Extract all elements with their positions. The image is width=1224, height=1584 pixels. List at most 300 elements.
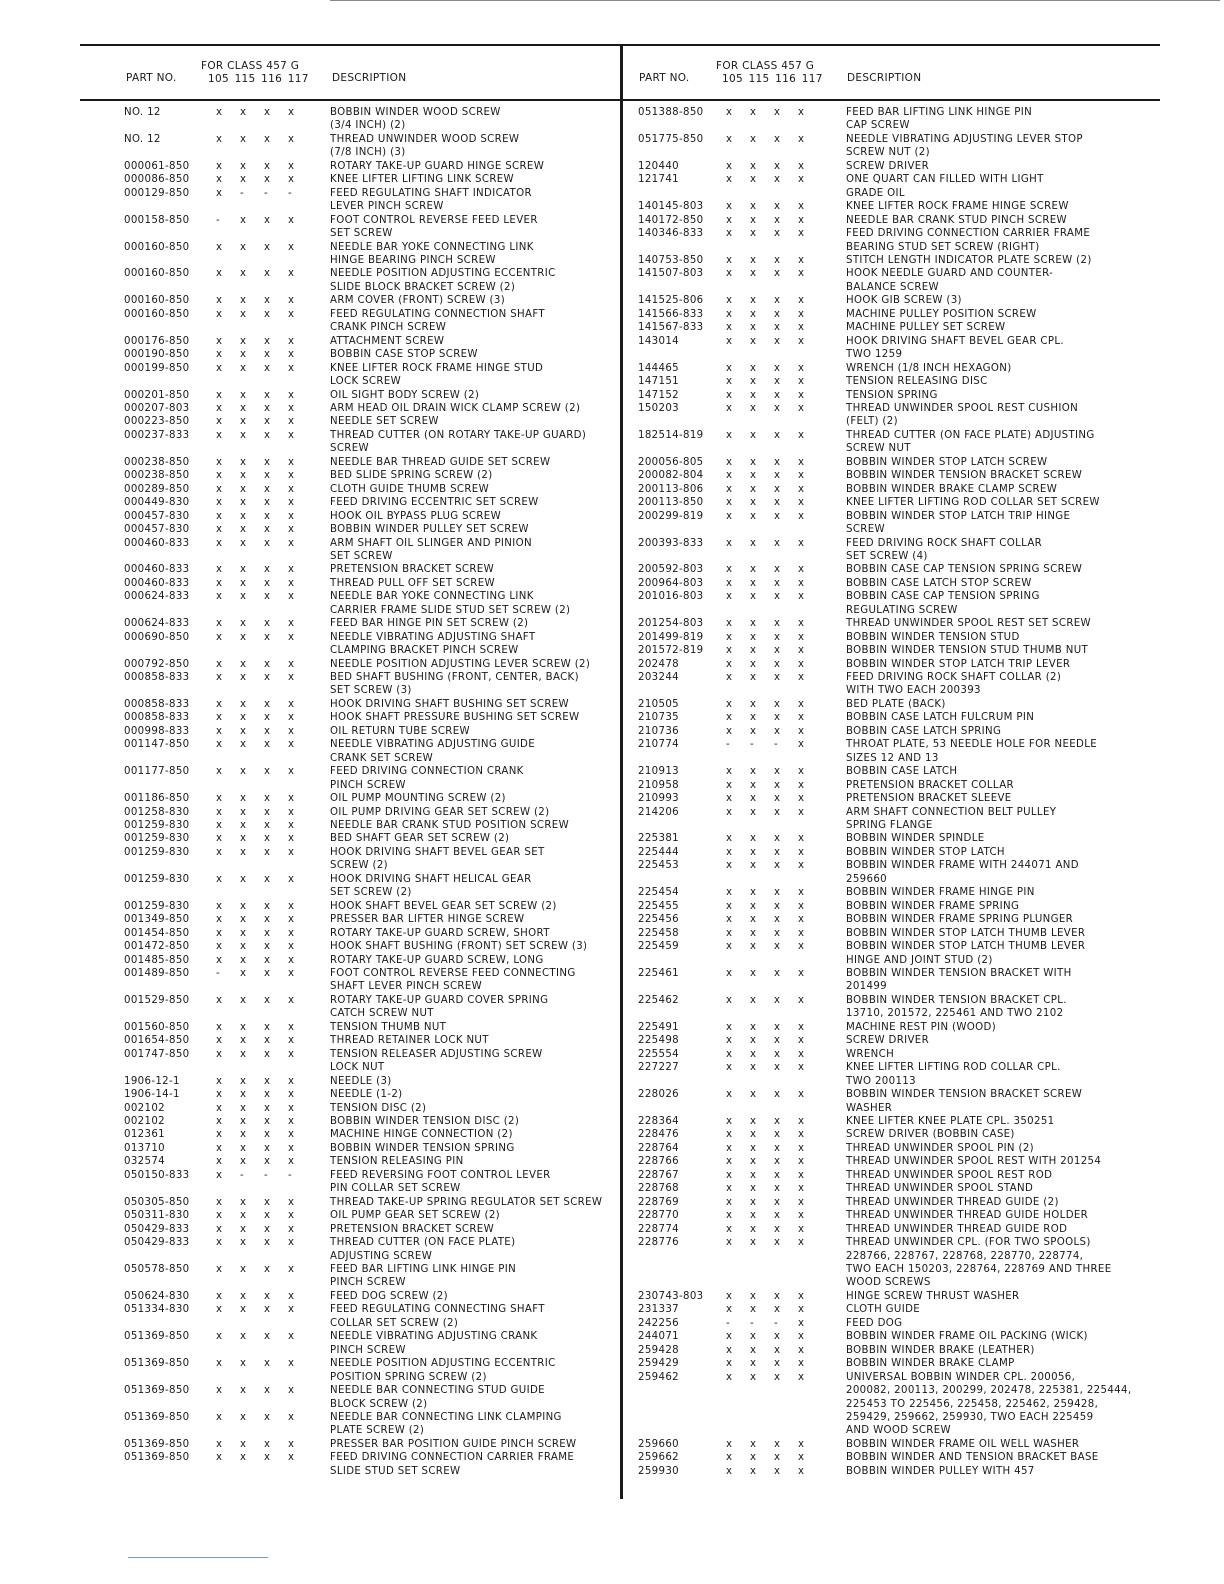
class-mark: [288, 1424, 312, 1437]
class-mark: x: [726, 1465, 733, 1477]
class-mark: [750, 1424, 774, 1437]
part-row: [80, 1088, 618, 1101]
part-row: [628, 1021, 1160, 1034]
part-number: [80, 321, 210, 334]
part-number: [628, 281, 706, 294]
part-description: MACHINE PULLEY SET SCREW: [846, 322, 1006, 334]
part-number: 000457-830: [124, 510, 190, 522]
class-marks: [706, 1398, 846, 1411]
class-mark: x: [798, 389, 805, 401]
part-description: LOCK NUT: [330, 1062, 385, 1074]
class-mark: [288, 644, 312, 657]
class-mark: x: [750, 1062, 757, 1074]
part-description: BOBBIN WINDER FRAME SPRING PLUNGER: [846, 914, 1074, 926]
part-description: TENSION RELEASING DISC: [846, 376, 988, 388]
part-description: BOBBIN WINDER TENSION STUD: [846, 631, 1020, 643]
class-mark: [288, 1182, 312, 1195]
part-number: 051369-850: [124, 1452, 190, 1464]
class-mark: x: [264, 833, 271, 845]
part-row: [628, 631, 1160, 644]
class-mark: x: [216, 1115, 223, 1127]
class-marks: [706, 1182, 846, 1195]
class-mark: x: [240, 766, 247, 778]
class-marks: [706, 429, 846, 442]
class-mark: x: [264, 577, 271, 589]
part-number: 000237-833: [124, 429, 190, 441]
class-mark: [774, 119, 798, 132]
part-description: CARRIER FRAME SLIDE STUD SET SCREW (2): [330, 604, 571, 616]
class-mark: x: [726, 228, 733, 240]
part-number: 012361: [124, 1129, 165, 1141]
class-mark: x: [750, 1156, 757, 1168]
class-mark: x: [798, 806, 805, 818]
class-mark: x: [798, 618, 805, 630]
class-mark: x: [240, 1411, 247, 1423]
class-mark: x: [240, 1304, 247, 1316]
part-row: [628, 1155, 1160, 1168]
class-mark: x: [774, 1062, 781, 1074]
class-mark: [216, 119, 240, 132]
class-mark: x: [750, 927, 757, 939]
class-mark: x: [798, 725, 805, 737]
class-marks: [210, 1128, 330, 1141]
part-description: KNEE LIFTER KNEE PLATE CPL. 350251: [846, 1115, 1055, 1127]
class-marks: [210, 1465, 330, 1478]
class-marks: [210, 1451, 330, 1464]
class-mark: x: [750, 941, 757, 953]
class-mark: x: [798, 631, 805, 643]
class-mark: x: [264, 1304, 271, 1316]
part-description: MACHINE PULLEY POSITION SCREW: [846, 308, 1037, 320]
part-row: [80, 1142, 618, 1155]
part-description: BOBBIN WINDER STOP LATCH SCREW: [846, 456, 1048, 468]
class-mark: x: [264, 698, 271, 710]
class-mark: x: [288, 107, 295, 118]
class-marks: [210, 1344, 330, 1357]
part-description: BOBBIN WINDER TENSION DISC (2): [330, 1115, 520, 1127]
class-mark: x: [774, 1371, 781, 1383]
class-marks: [210, 1182, 330, 1195]
part-description: TENSION THUMB NUT: [330, 1021, 447, 1033]
class-mark: x: [240, 429, 247, 441]
part-description: HOOK SHAFT PRESSURE BUSHING SET SCREW: [330, 712, 580, 724]
class-mark: x: [798, 1062, 805, 1074]
class-mark: x: [798, 308, 805, 320]
part-number: 182514-819: [638, 429, 704, 441]
part-row: [628, 214, 1160, 227]
part-number: [628, 187, 706, 200]
class-mark: x: [216, 335, 223, 347]
class-mark: [288, 375, 312, 388]
class-mark: x: [726, 295, 733, 307]
part-description: BOBBIN CASE CAP TENSION SPRING SCREW: [846, 564, 1083, 576]
part-description: FEED DRIVING ROCK SHAFT COLLAR (2): [846, 672, 1062, 684]
class-mark: x: [726, 1223, 733, 1235]
part-row: [628, 187, 1160, 200]
part-number: [628, 980, 706, 993]
part-row: [628, 980, 1160, 993]
part-description: FOOT CONTROL REVERSE FEED LEVER: [330, 214, 538, 226]
part-row: [628, 1223, 1160, 1236]
part-row: [80, 967, 618, 980]
class-mark: [774, 873, 798, 886]
part-row: [628, 469, 1160, 482]
part-row: [80, 1371, 618, 1384]
class-mark: x: [750, 1465, 757, 1477]
class-mark: x: [774, 214, 781, 226]
class-mark: x: [216, 1358, 223, 1370]
class-mark: x: [798, 779, 805, 791]
part-row: [80, 1223, 618, 1236]
class-mark: x: [240, 308, 247, 320]
class-mark: x: [264, 900, 271, 912]
class-mark: x: [774, 497, 781, 509]
part-row: [628, 1034, 1160, 1047]
class-mark: x: [264, 456, 271, 468]
class-mark: x: [726, 1331, 733, 1343]
class-mark: -: [726, 739, 731, 751]
class-marks: [210, 1021, 330, 1034]
class-mark: x: [264, 335, 271, 347]
class-mark: [774, 1007, 798, 1020]
class-mark: x: [750, 846, 757, 858]
class-mark: x: [750, 228, 757, 240]
part-row: [628, 1128, 1160, 1141]
class-mark: x: [774, 968, 781, 979]
part-row: [628, 1398, 1160, 1411]
class-mark: x: [798, 107, 805, 118]
class-mark: [750, 1276, 774, 1289]
class-marks: [210, 187, 330, 200]
part-description: FEED REGULATING CONNECTION SHAFT: [330, 308, 545, 320]
part-number: 001147-850: [124, 739, 190, 751]
class-mark: x: [774, 254, 781, 266]
class-mark: [216, 1007, 240, 1020]
class-mark: x: [774, 618, 781, 630]
part-row: [628, 779, 1160, 792]
class-mark: [264, 1182, 288, 1195]
part-row: [80, 241, 618, 254]
part-description: PIN COLLAR SET SCREW: [330, 1183, 461, 1195]
class-marks: [706, 1465, 846, 1478]
part-number: [628, 1398, 706, 1411]
class-mark: [774, 1384, 798, 1397]
class-mark: x: [774, 914, 781, 926]
class-mark: x: [264, 416, 271, 428]
class-mark: [264, 146, 288, 159]
part-row: [628, 173, 1160, 186]
class-mark: [288, 119, 312, 132]
part-number: [628, 752, 706, 765]
part-description: BOBBIN WINDER TENSION BRACKET SCREW: [846, 1089, 1083, 1101]
class-mark: x: [288, 833, 295, 845]
part-row: [80, 913, 618, 926]
part-number: 001489-850: [124, 968, 190, 979]
class-mark: x: [216, 241, 223, 253]
class-mark: [798, 1411, 822, 1424]
class-mark: x: [774, 698, 781, 710]
class-marks: [210, 886, 330, 899]
class-mark: [264, 200, 288, 213]
class-mark: x: [726, 645, 733, 657]
class-mark: x: [216, 631, 223, 643]
class-marks: [706, 900, 846, 913]
class-mark: x: [216, 1035, 223, 1047]
part-description: NEEDLE BAR YOKE CONNECTING LINK: [330, 241, 534, 253]
part-row: [80, 684, 618, 697]
class-mark: -: [264, 187, 269, 199]
class-marks: [706, 348, 846, 361]
part-number: [628, 523, 706, 536]
part-description: THREAD UNWINDER THREAD GUIDE HOLDER: [846, 1210, 1089, 1222]
class-mark: x: [264, 846, 271, 858]
part-description: ATTACHMENT SCREW: [330, 335, 445, 347]
class-mark: x: [798, 577, 805, 589]
class-mark: x: [750, 308, 757, 320]
class-mark: x: [264, 241, 271, 253]
class-mark: x: [750, 914, 757, 926]
class-mark: [750, 1250, 774, 1263]
part-description: THREAD UNWINDER SPOOL REST WITH 201254: [846, 1156, 1102, 1168]
class-mark: x: [264, 994, 271, 1006]
part-description: 228766, 228767, 228768, 228770, 228774,: [846, 1250, 1084, 1262]
class-mark: x: [288, 295, 295, 307]
class-marks: [210, 214, 330, 227]
part-row: [80, 1317, 618, 1330]
part-row: [80, 187, 618, 200]
part-description: HOOK SHAFT BUSHING (FRONT) SET SCREW (3): [330, 941, 588, 953]
class-mark: [288, 1465, 312, 1478]
part-number: [80, 1061, 210, 1074]
class-mark: x: [240, 1438, 247, 1450]
part-description: WITH TWO EACH 200393: [846, 685, 981, 697]
class-mark: x: [726, 1169, 733, 1181]
class-marks: [210, 1263, 330, 1276]
part-description: BOBBIN WINDER BRAKE CLAMP SCREW: [846, 483, 1058, 495]
class-marks: [706, 241, 846, 254]
part-description: FEED DOG SCREW (2): [330, 1290, 448, 1302]
class-mark: x: [774, 1196, 781, 1208]
class-mark: x: [798, 429, 805, 441]
part-description: KNEE LIFTER ROCK FRAME HINGE SCREW: [846, 201, 1069, 213]
part-description: PRETENSION BRACKET SCREW: [330, 1223, 494, 1235]
class-mark: x: [750, 254, 757, 266]
class-mark: x: [798, 833, 805, 845]
class-mark: [798, 187, 822, 200]
class-mark: x: [798, 739, 805, 751]
class-mark: [240, 1061, 264, 1074]
class-mark: x: [288, 1196, 295, 1208]
part-row: [80, 510, 618, 523]
class-mark: x: [774, 591, 781, 603]
class-marks: [210, 133, 330, 146]
class-mark: x: [726, 968, 733, 979]
class-mark: [726, 954, 750, 967]
part-number: [80, 779, 210, 792]
class-mark: x: [798, 698, 805, 710]
class-marks: [210, 241, 330, 254]
part-description: SIZES 12 AND 13: [846, 752, 939, 764]
part-row: [628, 698, 1160, 711]
class-marks: [210, 846, 330, 859]
class-mark: x: [774, 1210, 781, 1222]
class-mark: [798, 1398, 822, 1411]
part-description: THREAD TAKE-UP SPRING REGULATOR SET SCREW: [330, 1196, 603, 1208]
part-number: 259429: [638, 1358, 679, 1370]
part-number: 201016-803: [638, 591, 704, 603]
class-mark: x: [750, 295, 757, 307]
part-number: [80, 1398, 210, 1411]
part-number: 050578-850: [124, 1263, 190, 1275]
part-row: [628, 537, 1160, 550]
class-mark: x: [240, 470, 247, 482]
part-number: 1906-12-1: [124, 1075, 180, 1087]
class-mark: [216, 281, 240, 294]
class-marks: [706, 1250, 846, 1263]
part-row: [628, 1250, 1160, 1263]
class-mark: [726, 415, 750, 428]
class-mark: x: [798, 846, 805, 858]
class-mark: x: [216, 187, 223, 199]
class-mark: x: [774, 1452, 781, 1464]
part-row: [80, 1102, 618, 1115]
class-mark: [240, 442, 264, 455]
class-marks: [210, 1169, 330, 1182]
part-description: BOBBIN WINDER PULLEY WITH 457: [846, 1465, 1035, 1477]
class-mark: x: [774, 1183, 781, 1195]
class-mark: x: [750, 362, 757, 374]
left-for-class-header: FOR CLASS 457 G: [201, 60, 300, 72]
class-marks: [210, 335, 330, 348]
class-mark: x: [288, 1358, 295, 1370]
part-row: [628, 146, 1160, 159]
class-mark: x: [750, 1371, 757, 1383]
part-description: THREAD RETAINER LOCK NUT: [330, 1035, 489, 1047]
class-mark: [798, 146, 822, 159]
part-number: 228764: [638, 1142, 679, 1154]
class-mark: [264, 779, 288, 792]
class-mark: x: [240, 1290, 247, 1302]
class-marks: [210, 550, 330, 563]
class-mark: [726, 187, 750, 200]
class-marks: [210, 711, 330, 724]
left-class-numbers-header: 105 115 116 117: [208, 73, 309, 85]
class-mark: x: [750, 577, 757, 589]
part-number: 000207-803: [124, 402, 190, 414]
class-mark: x: [750, 497, 757, 509]
class-mark: [240, 779, 264, 792]
part-description: SCREW DRIVER: [846, 160, 930, 172]
part-number: 051334-830: [124, 1304, 190, 1316]
class-marks: [210, 967, 330, 980]
class-mark: x: [288, 1075, 295, 1087]
class-mark: [288, 1007, 312, 1020]
part-row: [628, 1102, 1160, 1115]
class-mark: [264, 281, 288, 294]
part-row: [628, 200, 1160, 213]
class-mark: x: [288, 954, 295, 966]
part-description: 225453 TO 225456, 225458, 225462, 259428,: [846, 1398, 1099, 1410]
part-number: 000460-833: [124, 537, 190, 549]
class-marks: [210, 160, 330, 173]
class-mark: x: [288, 416, 295, 428]
class-mark: x: [288, 470, 295, 482]
part-row: [628, 994, 1160, 1007]
class-marks: [210, 1398, 330, 1411]
part-number: 000624-833: [124, 618, 190, 630]
part-number: [80, 227, 210, 240]
class-mark: x: [774, 376, 781, 388]
class-mark: [798, 1263, 822, 1276]
class-mark: x: [216, 510, 223, 522]
class-marks: [706, 1223, 846, 1236]
class-marks: [706, 671, 846, 684]
part-row: [80, 644, 618, 657]
class-mark: x: [798, 402, 805, 414]
class-marks: [210, 456, 330, 469]
class-mark: [264, 550, 288, 563]
class-mark: [798, 980, 822, 993]
part-number: 200082-804: [638, 470, 704, 482]
class-marks: [706, 765, 846, 778]
class-marks: [706, 1344, 846, 1357]
class-mark: x: [798, 1223, 805, 1235]
part-number: 225444: [638, 846, 679, 858]
class-mark: [750, 752, 774, 765]
part-number: 242256: [638, 1317, 679, 1329]
class-marks: [706, 1102, 846, 1115]
part-number: 228770: [638, 1210, 679, 1222]
class-mark: [288, 859, 312, 872]
class-mark: x: [240, 362, 247, 374]
part-row: [628, 1424, 1160, 1437]
part-description: TWO 200113: [846, 1075, 916, 1087]
class-mark: [288, 1398, 312, 1411]
class-marks: [210, 806, 330, 819]
class-mark: x: [750, 201, 757, 213]
class-mark: x: [288, 389, 295, 401]
part-row: [80, 1236, 618, 1249]
part-number: [80, 604, 210, 617]
class-mark: [726, 1250, 750, 1263]
class-mark: x: [288, 712, 295, 724]
class-mark: x: [774, 429, 781, 441]
class-mark: x: [288, 806, 295, 818]
part-description: 200082, 200113, 200299, 202478, 225381, 225444,: [846, 1385, 1132, 1397]
part-row: [628, 348, 1160, 361]
part-number: 225381: [638, 833, 679, 845]
class-mark: x: [726, 793, 733, 805]
part-number: 051369-850: [124, 1438, 190, 1450]
class-mark: x: [774, 1115, 781, 1127]
class-mark: x: [750, 1142, 757, 1154]
class-mark: x: [216, 833, 223, 845]
part-description: REGULATING SCREW: [846, 604, 958, 616]
class-mark: [798, 1075, 822, 1088]
class-mark: x: [240, 295, 247, 307]
part-row: [80, 1075, 618, 1088]
class-mark: x: [774, 1344, 781, 1356]
class-mark: x: [216, 1331, 223, 1343]
class-mark: x: [240, 712, 247, 724]
class-mark: [216, 1250, 240, 1263]
class-mark: x: [216, 793, 223, 805]
class-mark: x: [726, 833, 733, 845]
part-number: 000199-850: [124, 362, 190, 374]
class-mark: x: [240, 927, 247, 939]
part-number: [80, 644, 210, 657]
class-mark: x: [216, 133, 223, 145]
